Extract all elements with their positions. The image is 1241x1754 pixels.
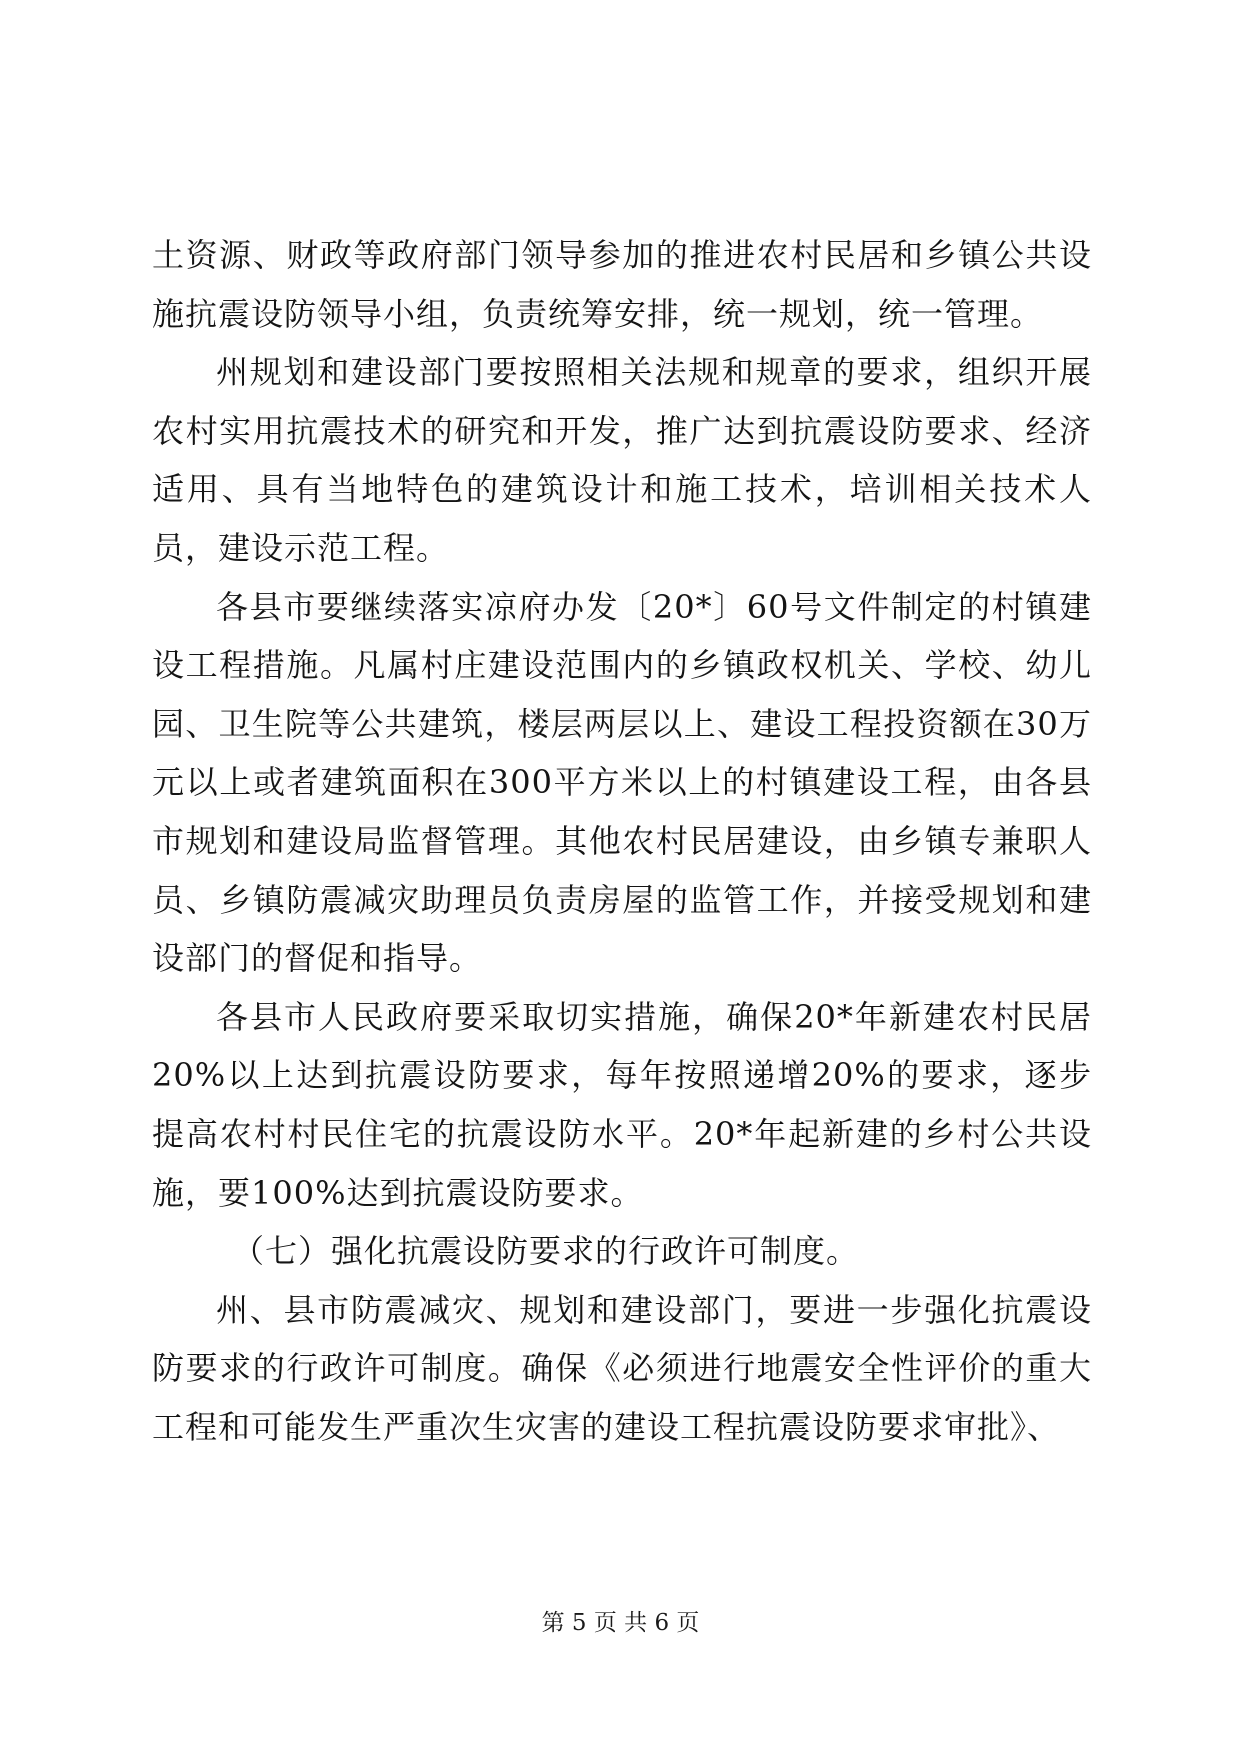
document-body xyxy=(152,226,1092,1456)
paragraph-licensing: 州、县市防震减灾、规划和建设部门，要进一步强化抗震设防要求的行政许可制度。确保《必须进行地震安全性评价的重大工程和可能发生严重次生灾害的建设工程抗震设防要求审批》、 xyxy=(152,1290,1092,1446)
paragraph-county-measures: 各县市要继续落实凉府办发〔20*〕60号文件制定的村镇建设工程措施。凡属村庄建设范围内的乡镇政权机关、学校、幼儿园、卫生院等公共建筑，楼层两层以上、建设工程投资额在30万元以上或者建筑面积在300平方米以上的村镇建设工程，由各县市规划和建设局监督管理。其他农村民居建设，由乡镇专兼职人员、乡镇防震减灾助理员负责房屋的监管工作，并接受规划和建设部门的督促和指导。 xyxy=(152,587,1092,978)
page-number-footer: 第 5 页 共 6 页 xyxy=(541,1610,700,1636)
section-heading: （七）强化抗震设防要求的行政许可制度。 xyxy=(232,1232,860,1271)
paragraph-planning-departments: 州规划和建设部门要按照相关法规和规章的要求，组织开展农村实用抗震技术的研究和开发，推广达到抗震设防要求、经济适用、具有当地特色的建筑设计和施工技术，培训相关技术人员，建设示范工程。 xyxy=(152,353,1092,567)
paragraph-government-targets: 各县市人民政府要采取切实措施，确保20*年新建农村民居20%以上达到抗震设防要求，每年按照递增20%的要求，逐步提高农村村民住宅的抗震设防水平。20*年起新建的乡村公共设施，要100%达到抗震设防要求。 xyxy=(152,997,1092,1212)
paragraph-continuation: 土资源、财政等政府部门领导参加的推进农村民居和乡镇公共设施抗震设防领导小组，负责统筹安排，统一规划，统一管理。 xyxy=(152,236,1092,333)
